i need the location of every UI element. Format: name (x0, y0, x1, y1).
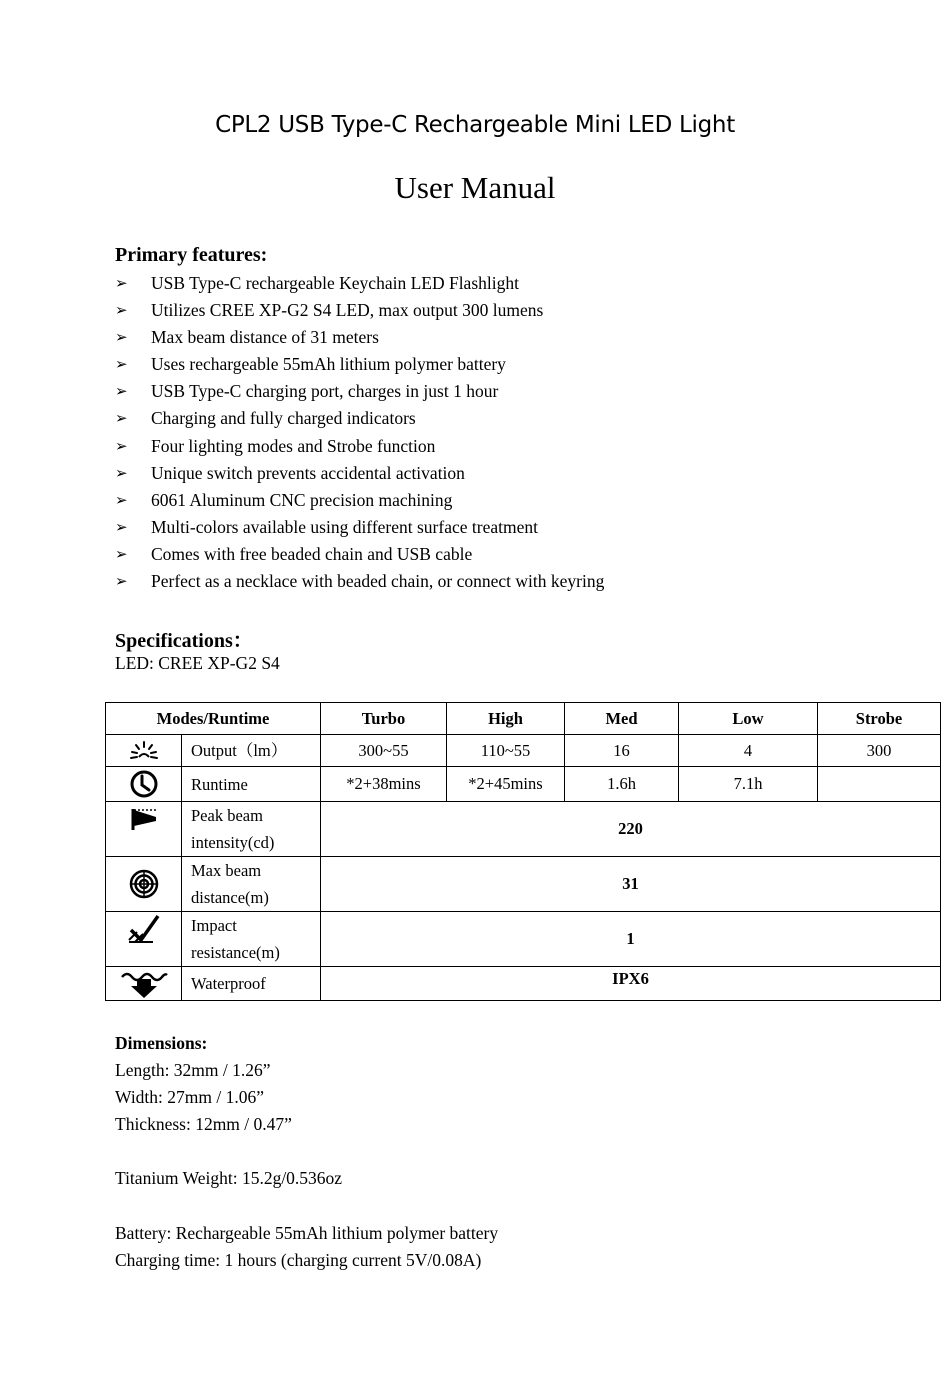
output-high: 110~55 (447, 735, 565, 767)
list-item: ➢ Charging and fully charged indicators (115, 405, 604, 432)
header-high: High (447, 703, 565, 735)
document-subtitle: User Manual (394, 170, 556, 205)
list-item: ➢ Unique switch prevents accidental activation (115, 460, 604, 487)
features-heading: Primary features: (115, 244, 268, 266)
battery-spec: Battery: Rechargeable 55mAh lithium polymer battery (115, 1222, 499, 1243)
arrow-bullet-icon: ➢ (115, 517, 128, 536)
table-row (106, 802, 941, 857)
led-spec: LED: CREE XP-G2 S4 (115, 653, 280, 673)
table-header-row (106, 703, 941, 735)
arrow-bullet-icon: ➢ (115, 572, 128, 591)
arrow-bullet-icon: ➢ (115, 463, 128, 482)
impact-label: Impact resistance(m) (182, 912, 321, 967)
spacer (115, 1138, 498, 1165)
dimension-width: Width: 27mm / 1.06” (115, 1087, 265, 1108)
arrow-bullet-icon: ➢ (115, 301, 128, 320)
waterproof-label: Waterproof (182, 967, 321, 1001)
impact-icon (106, 912, 182, 967)
header-low: Low (679, 703, 818, 735)
table-row (106, 735, 941, 767)
impact-value: 1 (321, 912, 941, 967)
dimension-thickness: Thickness: 12mm / 0.47” (115, 1114, 292, 1135)
light-output-icon (106, 735, 182, 767)
header-strobe: Strobe (818, 703, 941, 735)
max-beam-label: Max beam distance(m) (182, 857, 321, 912)
beam-distance-icon (106, 857, 182, 912)
arrow-bullet-icon: ➢ (115, 436, 128, 455)
list-item: ➢ Comes with free beaded chain and USB cable (115, 541, 604, 568)
arrow-bullet-icon: ➢ (115, 274, 128, 292)
runtime-label: Runtime (182, 767, 321, 802)
peak-beam-label: Peak beam intensity(cd) (182, 802, 321, 857)
output-low: 4 (679, 735, 818, 767)
runtime-turbo: *2+38mins (321, 767, 447, 802)
arrow-bullet-icon: ➢ (115, 544, 128, 563)
beam-intensity-icon (106, 802, 182, 857)
list-item: ➢ Four lighting modes and Strobe function (115, 433, 604, 460)
dimension-length: Length: 32mm / 1.26” (115, 1060, 271, 1081)
waterproof-value: IPX6 (321, 967, 941, 1001)
features-list (115, 270, 604, 595)
arrow-bullet-icon: ➢ (115, 382, 128, 401)
specifications-heading: Specifications： (115, 630, 253, 652)
spec-table (105, 702, 941, 1001)
spacer (115, 1193, 498, 1220)
charging-time-spec: Charging time: 1 hours (charging current 5V/0.08A) (115, 1249, 482, 1270)
arrow-bullet-icon: ➢ (115, 409, 128, 428)
list-item: ➢ Utilizes CREE XP-G2 S4 LED, max output 300 lumens (115, 297, 604, 324)
arrow-bullet-icon: ➢ (115, 328, 128, 347)
document-title: CPL2 USB Type-C Rechargeable Mini LED Light (215, 112, 735, 138)
list-item: ➢ Max beam distance of 31 meters (115, 324, 604, 351)
output-label: Output（lm） (182, 735, 321, 767)
dimensions-heading: Dimensions: (115, 1033, 208, 1053)
peak-beam-value: 220 (321, 802, 941, 857)
waterproof-icon (106, 967, 182, 1001)
dimensions-section (115, 1030, 498, 1274)
table-row (106, 912, 941, 967)
list-item: ➢ Multi-colors available using different surface treatment (115, 514, 604, 541)
table-row (106, 857, 941, 912)
output-strobe: 300 (818, 735, 941, 767)
header-turbo: Turbo (321, 703, 447, 735)
runtime-strobe (818, 767, 941, 802)
output-turbo: 300~55 (321, 735, 447, 767)
arrow-bullet-icon: ➢ (115, 490, 128, 509)
max-beam-value: 31 (321, 857, 941, 912)
table-row (106, 767, 941, 802)
table-row (106, 967, 941, 1001)
list-item: ➢ USB Type-C rechargeable Keychain LED Flashlight (115, 270, 604, 297)
runtime-high: *2+45mins (447, 767, 565, 802)
list-item: ➢ Perfect as a necklace with beaded chain, or connect with keyring (115, 568, 604, 595)
output-med: 16 (565, 735, 679, 767)
runtime-med: 1.6h (565, 767, 679, 802)
runtime-low: 7.1h (679, 767, 818, 802)
header-med: Med (565, 703, 679, 735)
weight-spec: Titanium Weight: 15.2g/0.536oz (115, 1168, 343, 1189)
header-modes-runtime: Modes/Runtime (106, 703, 321, 735)
list-item: ➢ Uses rechargeable 55mAh lithium polymer battery (115, 351, 604, 378)
arrow-bullet-icon: ➢ (115, 355, 128, 374)
list-item: ➢ USB Type-C charging port, charges in just 1 hour (115, 378, 604, 405)
clock-icon (106, 767, 182, 802)
list-item: ➢ 6061 Aluminum CNC precision machining (115, 487, 604, 514)
